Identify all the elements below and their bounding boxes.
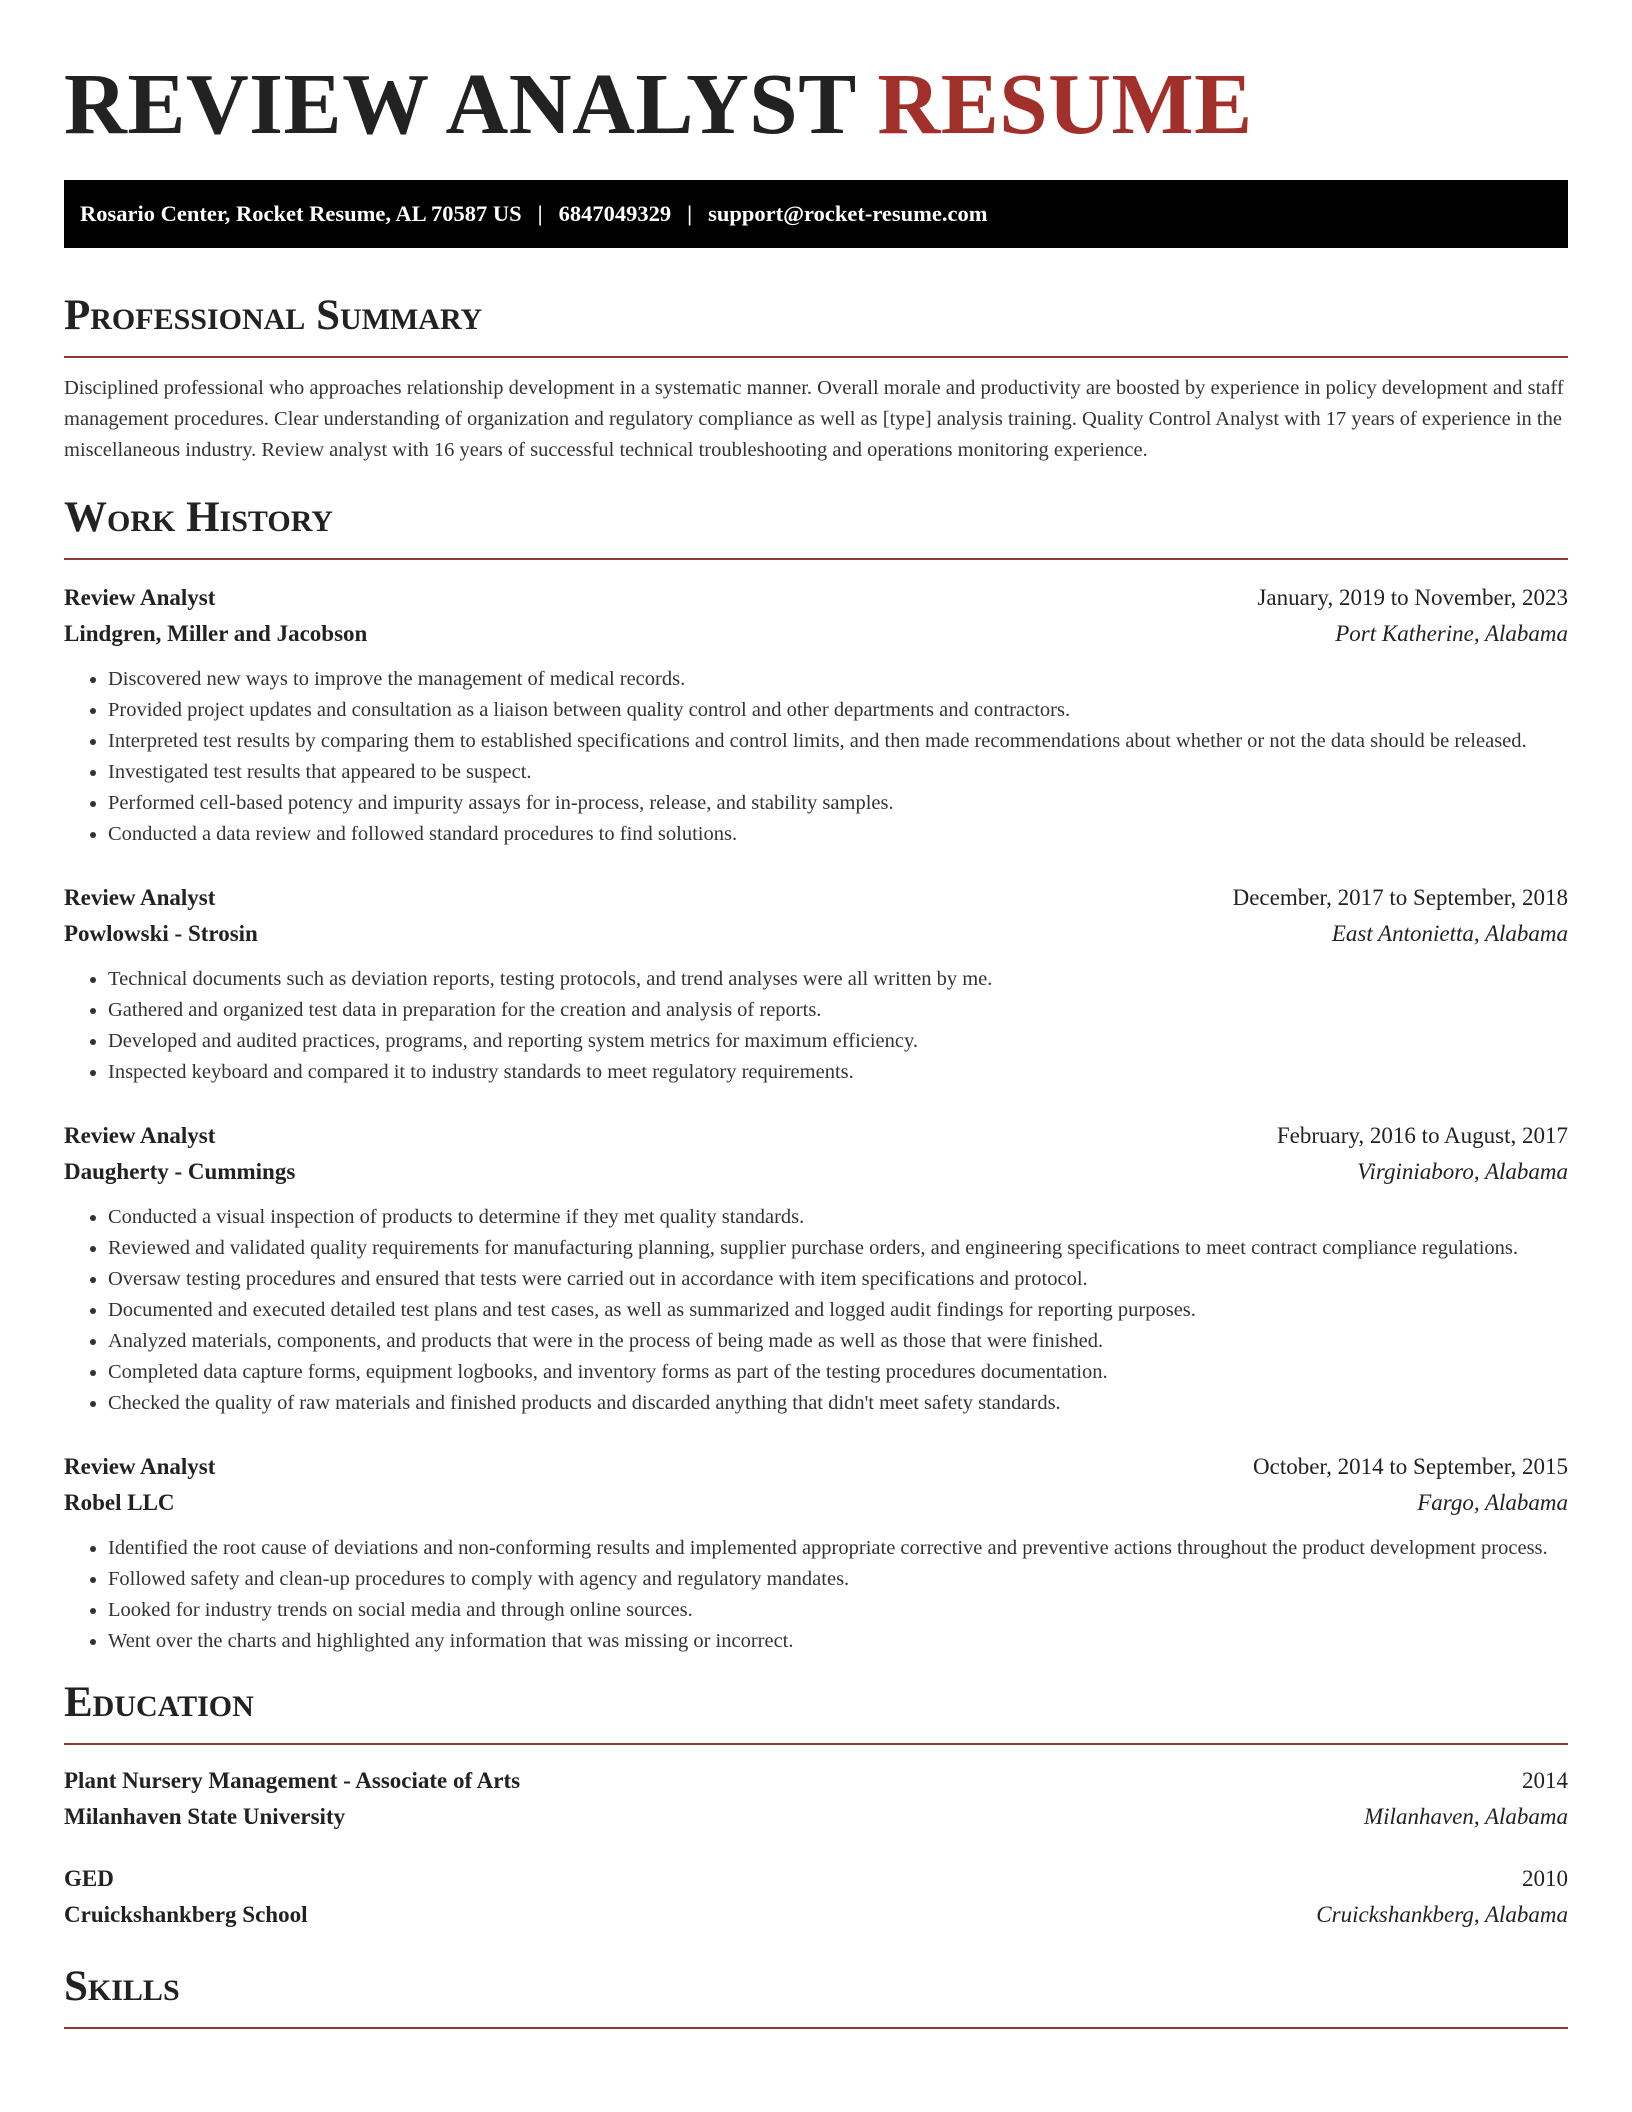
job-title: Review Analyst bbox=[64, 1123, 216, 1148]
job-header-row bbox=[64, 1118, 1568, 1154]
job-company-row bbox=[64, 616, 1568, 652]
job-dates: October, 2014 to September, 2015 bbox=[1253, 1454, 1568, 1479]
job-title: Review Analyst bbox=[64, 585, 216, 610]
contact-email: support@rocket-resume.com bbox=[708, 201, 988, 226]
job-bullet: • Checked the quality of raw materials and finished products and discarded anything that didn't meet safety standards. bbox=[108, 1388, 1568, 1419]
job-bullet-list bbox=[64, 1202, 1568, 1419]
title-role: REVIEW ANALYST bbox=[64, 55, 856, 152]
resume-content bbox=[64, 0, 1568, 2029]
job-bullet: • Went over the charts and highlighted any information that was missing or incorrect. bbox=[108, 1626, 1568, 1657]
education-degree-row bbox=[64, 1763, 1568, 1799]
job-dates: December, 2017 to September, 2018 bbox=[1232, 885, 1568, 910]
education-school: Milanhaven State University bbox=[64, 1804, 346, 1829]
education-degree-row bbox=[64, 1861, 1568, 1897]
job-location: Fargo, Alabama bbox=[1417, 1490, 1568, 1515]
work-history-list bbox=[64, 580, 1568, 1657]
job-company: Robel LLC bbox=[64, 1490, 175, 1515]
job-company-row bbox=[64, 1154, 1568, 1190]
job-bullet: • Conducted a visual inspection of products to determine if they met quality standards. bbox=[108, 1202, 1568, 1233]
education-school: Cruickshankberg School bbox=[64, 1902, 308, 1927]
job-bullet: • Technical documents such as deviation reports, testing protocols, and trend analyses were all written by me. bbox=[108, 964, 1568, 995]
job-title: Review Analyst bbox=[64, 1454, 216, 1479]
title-resume-word: RESUME bbox=[877, 55, 1253, 152]
job-bullet: • Provided project updates and consultation as a liaison between quality control and other departments and contractors. bbox=[108, 695, 1568, 726]
job-bullet: • Reviewed and validated quality requirements for manufacturing planning, supplier purchase orders, and engineering specifications to meet contract compliance regulations. bbox=[108, 1233, 1568, 1264]
job-header-row bbox=[64, 880, 1568, 916]
education-school-row bbox=[64, 1897, 1568, 1933]
job-company: Daugherty - Cummings bbox=[64, 1159, 296, 1184]
job-bullet: • Followed safety and clean-up procedures to comply with agency and regulatory mandates. bbox=[108, 1564, 1568, 1595]
job-title: Review Analyst bbox=[64, 885, 216, 910]
education-list bbox=[64, 1763, 1568, 1933]
job-bullet: • Oversaw testing procedures and ensured that tests were carried out in accordance with item specifications and protocol. bbox=[108, 1264, 1568, 1295]
job-location: East Antonietta, Alabama bbox=[1331, 921, 1568, 946]
education-year: 2014 bbox=[1522, 1768, 1568, 1793]
job-bullet: • Developed and audited practices, programs, and reporting system metrics for maximum efficiency. bbox=[108, 1026, 1568, 1057]
job-entry bbox=[64, 580, 1568, 850]
section-heading-summary: Professional Summary bbox=[64, 290, 1568, 358]
job-bullet-list bbox=[64, 1533, 1568, 1657]
job-bullet: • Performed cell-based potency and impurity assays for in-process, release, and stability samples. bbox=[108, 788, 1568, 819]
job-company: Lindgren, Miller and Jacobson bbox=[64, 621, 368, 646]
section-heading-skills: Skills bbox=[64, 1961, 1568, 2029]
contact-separator: | bbox=[687, 201, 693, 226]
job-entry bbox=[64, 1118, 1568, 1419]
job-bullet: • Analyzed materials, components, and products that were in the process of being made as well as those that were finished. bbox=[108, 1326, 1568, 1357]
job-header-row bbox=[64, 1449, 1568, 1485]
section-heading-work-history: Work History bbox=[64, 492, 1568, 560]
education-entry bbox=[64, 1763, 1568, 1835]
education-degree: Plant Nursery Management - Associate of Arts bbox=[64, 1768, 521, 1793]
education-school-row bbox=[64, 1799, 1568, 1835]
job-bullet: • Conducted a data review and followed standard procedures to find solutions. bbox=[108, 819, 1568, 850]
job-company-row bbox=[64, 1485, 1568, 1521]
education-year: 2010 bbox=[1522, 1866, 1568, 1891]
resume-title bbox=[64, 55, 1568, 152]
job-company: Powlowski - Strosin bbox=[64, 921, 258, 946]
job-bullet-list bbox=[64, 664, 1568, 850]
summary-text: Disciplined professional who approaches relationship development in a systematic manner. Overall morale and productivity are boosted by experience in policy development and staff management procedures. Clear understanding of organization and regulatory compliance as well as [type] analysis training. Quality Control Analyst with 17 years of experience in the miscellaneous industry. Review analyst with 16 years of successful technical troubleshooting and operations monitoring experience. bbox=[64, 377, 1564, 461]
job-bullet-list bbox=[64, 964, 1568, 1088]
job-dates: February, 2016 to August, 2017 bbox=[1276, 1123, 1568, 1148]
job-dates: January, 2019 to November, 2023 bbox=[1257, 585, 1568, 610]
section-heading-education: Education bbox=[64, 1677, 1568, 1745]
job-company-row bbox=[64, 916, 1568, 952]
job-entry bbox=[64, 1449, 1568, 1657]
education-location: Cruickshankberg, Alabama bbox=[1316, 1902, 1568, 1927]
education-location: Milanhaven, Alabama bbox=[1364, 1804, 1568, 1829]
contact-address: Rosario Center, Rocket Resume, AL 70587 US bbox=[80, 201, 522, 226]
education-degree: GED bbox=[64, 1866, 114, 1891]
job-bullet: • Looked for industry trends on social media and through online sources. bbox=[108, 1595, 1568, 1626]
job-bullet: • Gathered and organized test data in preparation for the creation and analysis of reports. bbox=[108, 995, 1568, 1026]
contact-phone: 6847049329 bbox=[558, 201, 672, 226]
job-bullet: • Documented and executed detailed test plans and test cases, as well as summarized and logged audit findings for reporting purposes. bbox=[108, 1295, 1568, 1326]
job-bullet: • Discovered new ways to improve the management of medical records. bbox=[108, 664, 1568, 695]
job-bullet: • Identified the root cause of deviations and non-conforming results and implemented appropriate corrective and preventive actions throughout the product development process. bbox=[108, 1533, 1568, 1564]
job-bullet: • Inspected keyboard and compared it to industry standards to meet regulatory requirements. bbox=[108, 1057, 1568, 1088]
job-bullet: • Completed data capture forms, equipment logbooks, and inventory forms as part of the testing procedures documentation. bbox=[108, 1357, 1568, 1388]
contact-bar bbox=[64, 180, 1568, 248]
contact-separator: | bbox=[537, 201, 543, 226]
job-location: Virginiaboro, Alabama bbox=[1357, 1159, 1568, 1184]
job-location: Port Katherine, Alabama bbox=[1335, 621, 1568, 646]
job-entry bbox=[64, 880, 1568, 1088]
job-bullet: • Interpreted test results by comparing them to established specifications and control limits, and then made recommendations about whether or not the data should be released. bbox=[108, 726, 1568, 757]
job-header-row bbox=[64, 580, 1568, 616]
job-bullet: • Investigated test results that appeared to be suspect. bbox=[108, 757, 1568, 788]
education-entry bbox=[64, 1861, 1568, 1933]
